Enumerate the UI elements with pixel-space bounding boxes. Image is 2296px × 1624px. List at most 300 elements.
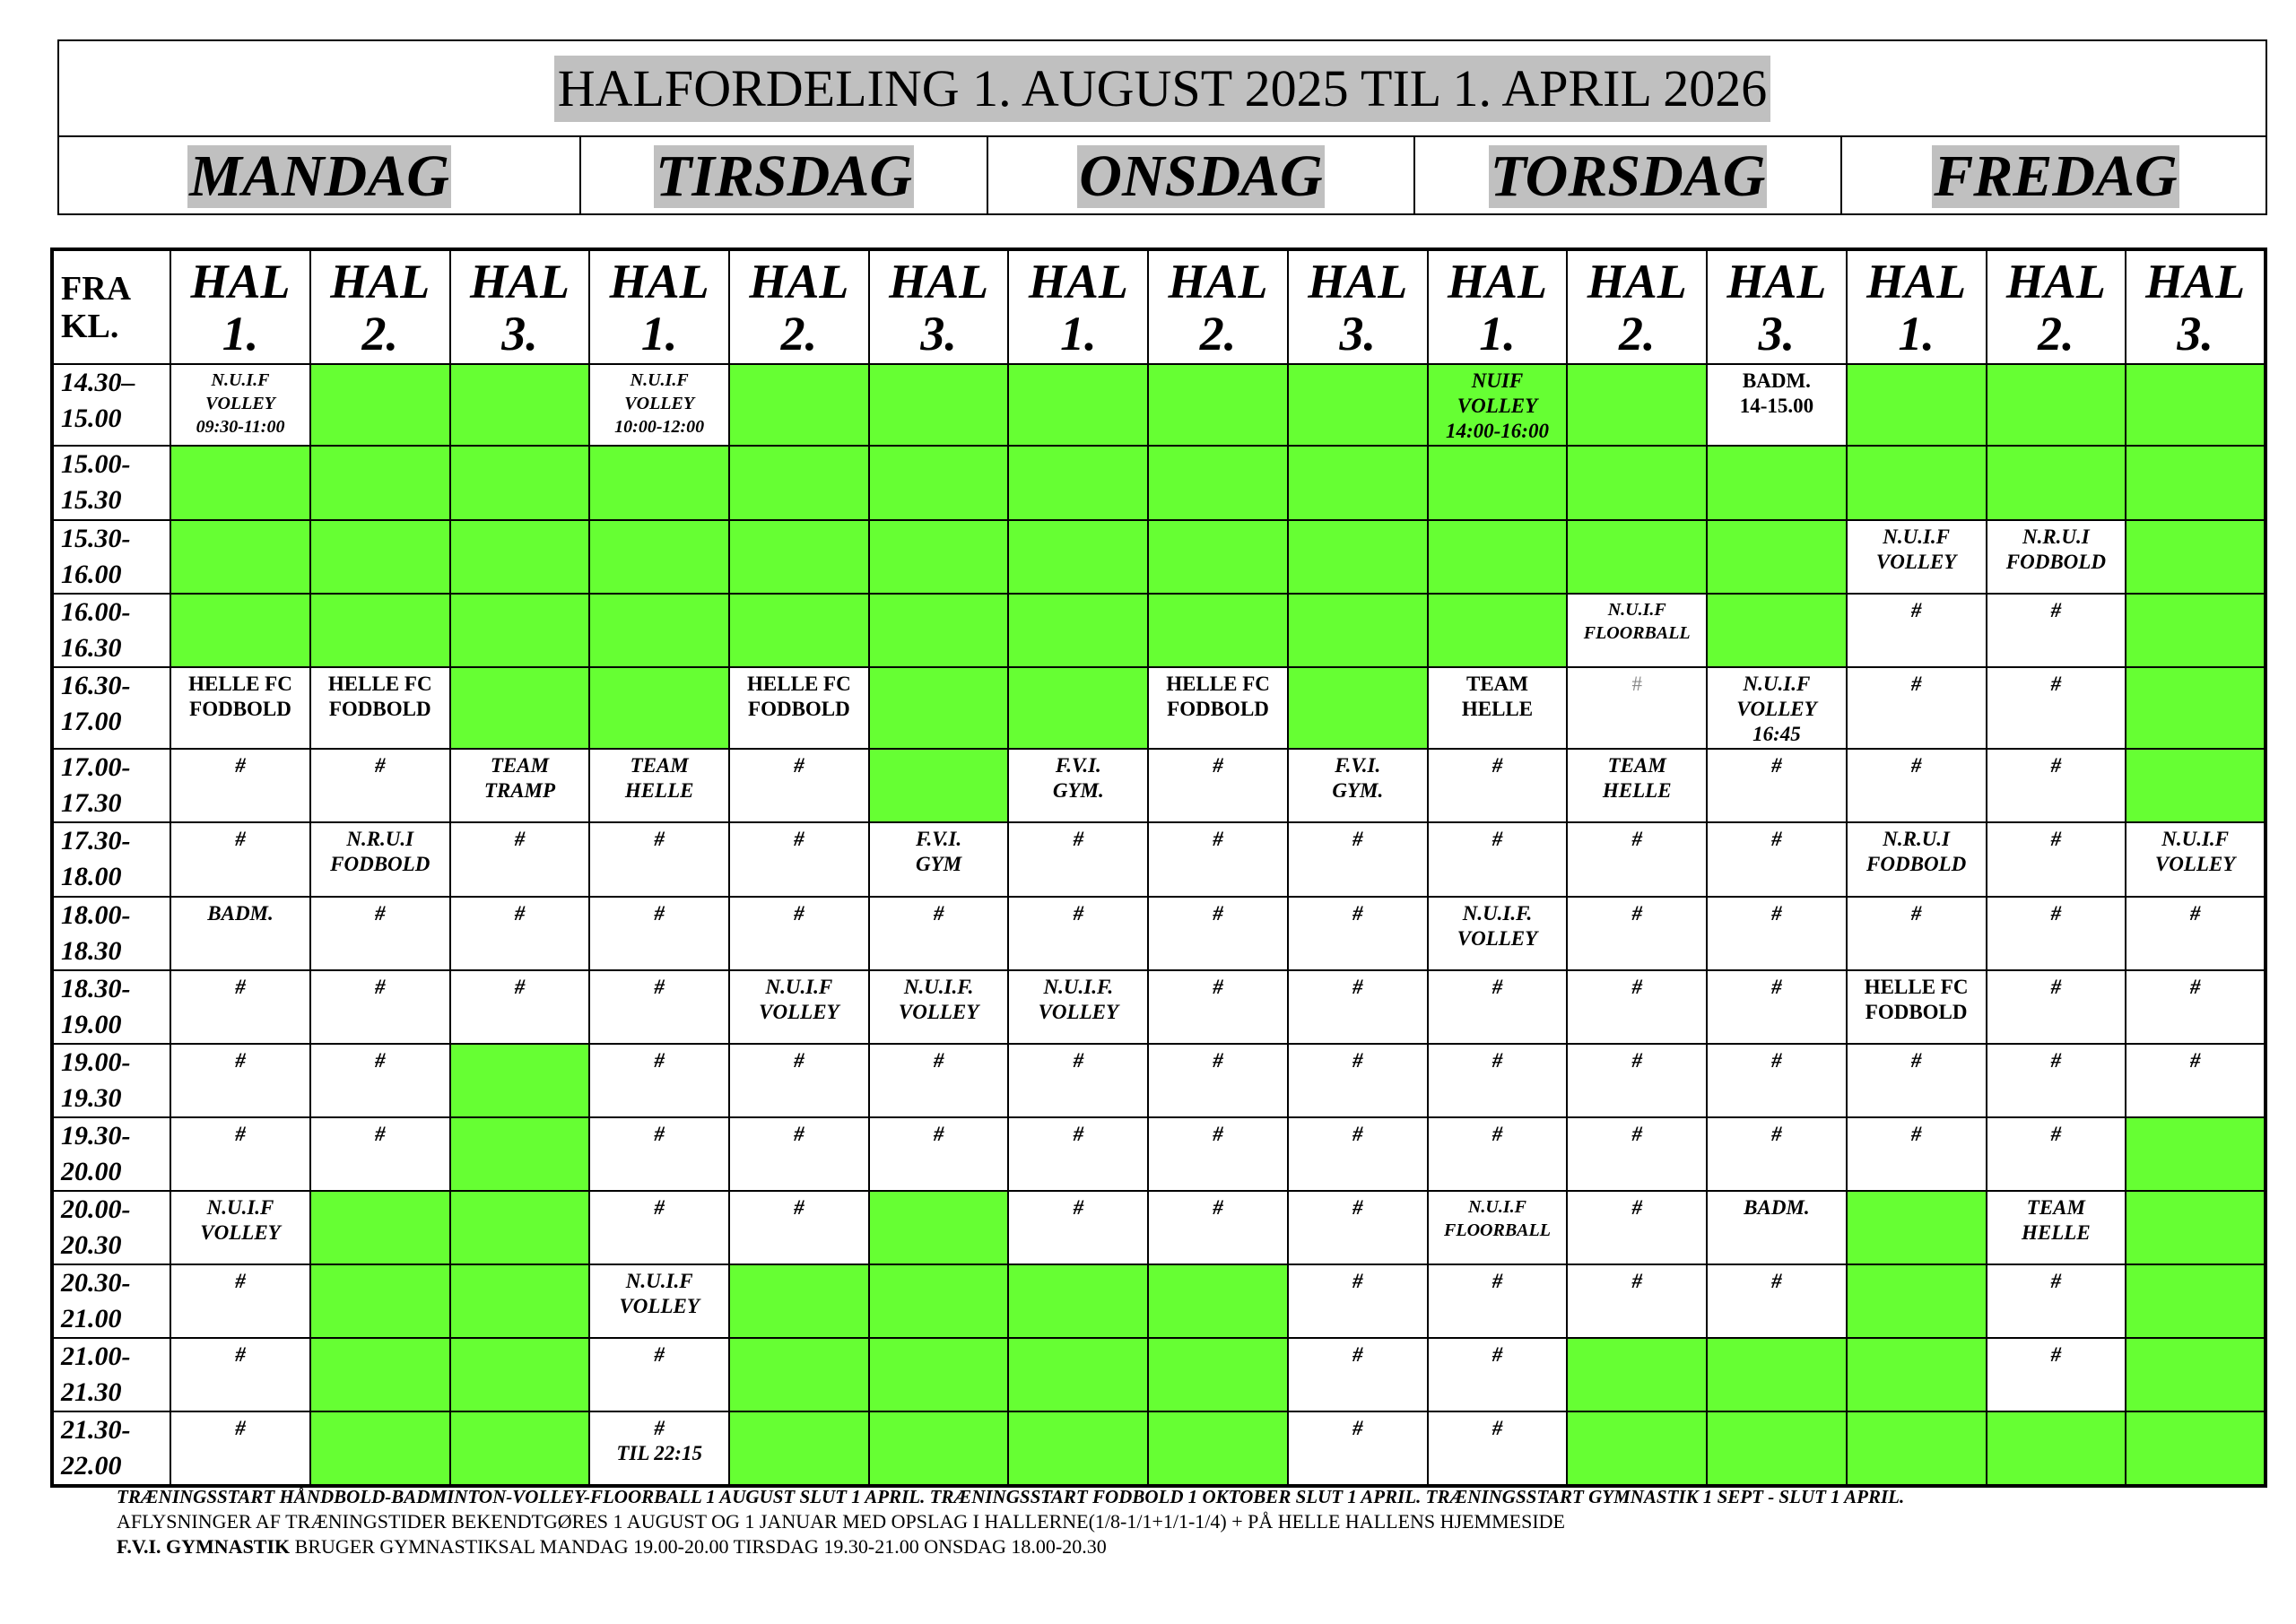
time-slot [52,1191,170,1264]
booking-cell [729,1044,869,1117]
booking-text: TEAM [1465,673,1528,695]
booking-cell [729,667,869,749]
booking-text: FLOORBALL [1444,1220,1551,1240]
hall-column-header [1148,249,1288,364]
hall-column-header [1288,249,1428,364]
booking-text: N.U.I.F [1883,525,1951,548]
table-row [52,594,2266,667]
table-row [52,1338,2266,1411]
booking-text: NUIF [1471,369,1524,392]
table-row [52,897,2266,970]
booking-cell [1847,1117,1987,1191]
booking-text: VOLLEY [1457,395,1538,417]
hall-column-header [2126,249,2266,364]
booking-cell [1987,749,2126,822]
free-slot-cell [729,1338,869,1411]
free-slot-cell [869,520,1009,594]
booking-text: N.U.I.F [1743,673,1811,695]
booking-cell [1987,970,2126,1044]
free-slot-cell [1707,1338,1847,1411]
booking-cell [1008,970,1148,1044]
booking-cell [1987,594,2126,667]
booking-text: # [1910,754,1922,777]
table-row [52,446,2266,520]
free-slot-cell [450,1264,590,1338]
time-slot-text: 15.00- [61,449,131,479]
booking-cell [1428,1411,1568,1486]
booking-cell [869,822,1009,897]
booking-text: # [794,902,804,925]
booking-cell [869,897,1009,970]
free-slot-cell [450,1338,590,1411]
footer-notes [117,1484,2269,1559]
day-label: FREDAG [1934,143,2178,209]
booking-text: FLOORBALL [1583,623,1691,643]
booking-text: # [1910,599,1922,621]
booking-cell [1008,1191,1148,1264]
hall-header-text: HAL [330,254,430,308]
time-slot [52,1264,170,1338]
free-slot-cell [1148,594,1288,667]
hall-header-text: 1. [1060,306,1097,360]
table-row [52,667,2266,749]
booking-text: N.U.I.F [211,370,270,390]
booking-text: # [654,976,665,998]
booking-cell [729,897,869,970]
free-slot-cell [1288,446,1428,520]
booking-cell [1567,749,1707,822]
time-slot [52,1338,170,1411]
table-row [52,970,2266,1044]
day-monday [59,137,581,215]
booking-text: # [933,1049,944,1072]
booking-cell [170,897,310,970]
time-slot [52,446,170,520]
time-header-text: KL. [61,307,119,345]
booking-text: # [654,828,665,850]
booking-text: # [235,828,246,850]
booking-cell [170,1191,310,1264]
booking-cell [1288,897,1428,970]
booking-cell [1428,1264,1568,1338]
booking-cell [589,1338,729,1411]
free-slot-cell [1288,667,1428,749]
booking-text: # [1631,1123,1642,1145]
booking-cell [1008,822,1148,897]
table-row [52,520,2266,594]
free-slot-cell [170,520,310,594]
booking-cell [1707,970,1847,1044]
hall-column-header [869,249,1009,364]
booking-cell [1707,364,1847,446]
table-row [52,749,2266,822]
hall-column-header [1008,249,1148,364]
booking-text: # [2050,1343,2062,1366]
booking-cell [1428,667,1568,749]
booking-cell [729,749,869,822]
booking-text: # [2050,673,2062,695]
booking-cell [1148,822,1288,897]
booking-text: # [374,1123,386,1145]
booking-cell [729,1191,869,1264]
booking-text: HELLE [624,779,694,802]
booking-text: TEAM [630,754,689,777]
booking-cell [589,749,729,822]
booking-cell [1847,970,1987,1044]
booking-cell [1707,822,1847,897]
booking-cell [729,822,869,897]
free-slot-cell [2126,446,2266,520]
booking-cell [310,667,450,749]
booking-text: # [235,1123,246,1145]
time-slot-text: 21.30 [61,1377,122,1407]
free-slot-cell [2126,1264,2266,1338]
booking-text: N.U.I.F. [1462,902,1533,925]
free-slot-cell [2126,1117,2266,1191]
booking-cell [1987,1264,2126,1338]
free-slot-cell [2126,667,2266,749]
booking-text: N.U.I.F [1607,600,1666,620]
free-slot-cell [450,520,590,594]
booking-text: # [235,754,246,777]
booking-cell [1008,1044,1148,1117]
booking-text: # [1213,1123,1223,1145]
booking-text: # [235,1417,246,1439]
time-slot-text: 16.00 [61,560,122,589]
free-slot-cell [1567,364,1707,446]
booking-cell [1987,1338,2126,1411]
time-header-text: FRA [61,269,132,308]
booking-text: # [2050,754,2062,777]
booking-text: # [1073,1049,1084,1072]
hall-header-text: HAL [2005,254,2106,308]
free-slot-cell [450,446,590,520]
booking-text: # [2050,902,2062,925]
booking-text: # [794,754,804,777]
booking-text: # [1073,1196,1084,1219]
booking-cell [1707,1191,1847,1264]
day-wednesday [988,137,1415,215]
booking-text: # [654,1417,665,1439]
hall-header-text: 3. [1339,306,1377,360]
time-slot [52,594,170,667]
booking-cell [589,364,729,446]
booking-text: 09:30-11:00 [196,417,285,437]
free-slot-cell [310,1338,450,1411]
free-slot-cell [2126,1338,2266,1411]
booking-text: # [1213,1196,1223,1219]
hall-header-text: HAL [1168,254,1268,308]
booking-text: # [514,976,526,998]
time-slot-text: 16.30- [61,671,131,700]
free-slot-cell [1148,1264,1288,1338]
booking-text: # [1492,1123,1503,1145]
booking-text: # [374,976,386,998]
booking-text: # [2050,599,2062,621]
booking-text: VOLLEY [200,1221,281,1244]
booking-cell [2126,970,2266,1044]
time-slot-text: 17.00 [61,707,122,736]
booking-text: # [1631,828,1642,850]
free-slot-cell [589,520,729,594]
day-tuesday [581,137,988,215]
free-slot-cell [1987,446,2126,520]
time-slot [52,520,170,594]
free-slot-cell [1148,520,1288,594]
time-slot-text: 21.00- [61,1342,131,1371]
hall-header-text: HAL [1587,254,1687,308]
booking-text: TEAM [490,754,550,777]
free-slot-cell [1847,1411,1987,1486]
footer-training-start: TRÆNINGSSTART HÅNDBOLD-BADMINTON-VOLLEY-FLOORBALL 1 AUGUST SLUT 1 APRIL. TRÆNINGSSTART FODBOLD 1 OKTOBER SLUT 1 APRIL. TRÆNINGSSTART GYMNASTIK 1 SEPT - SLUT 1 APRIL. [117,1486,1905,1507]
booking-text: N.U.I.F [630,370,689,390]
booking-text: HELLE [1461,698,1534,720]
free-slot-cell [1008,667,1148,749]
day-label: ONSDAG [1079,143,1323,209]
booking-cell [170,1411,310,1486]
booking-text: # [1771,754,1782,777]
table-row [52,364,2266,446]
booking-text: BADM. [1744,1196,1810,1219]
free-slot-cell [1847,446,1987,520]
booking-cell [1847,1044,1987,1117]
time-slot [52,822,170,897]
free-slot-cell [310,1191,450,1264]
booking-text: N.U.I.F [765,976,833,998]
time-slot [52,1044,170,1117]
time-slot-text: 18.00- [61,900,131,930]
booking-text: # [1771,976,1782,998]
booking-cell [1428,749,1568,822]
booking-text: BADM. [207,902,274,925]
time-slot-text: 16.00- [61,597,131,627]
free-slot-cell [450,364,590,446]
free-slot-cell [450,1044,590,1117]
free-slot-cell [450,1411,590,1486]
free-slot-cell [1288,594,1428,667]
free-slot-cell [869,1191,1009,1264]
booking-text: # [1910,1123,1922,1145]
hall-header-text: 3. [1758,306,1796,360]
free-slot-cell [1567,1411,1707,1486]
booking-text: FODBOLD [2005,551,2106,573]
booking-text: TEAM [2026,1196,2085,1219]
booking-text: GYM. [1052,779,1104,802]
hall-column-header [450,249,590,364]
booking-text: # [933,902,944,925]
table-row [52,822,2266,897]
booking-text: # [933,1123,944,1145]
booking-cell [1428,1191,1568,1264]
free-slot-cell [1148,1411,1288,1486]
booking-text: # [2050,828,2062,850]
booking-text: # [1492,1049,1503,1072]
time-slot [52,749,170,822]
booking-text: # [1213,1049,1223,1072]
booking-text: # [1771,828,1782,850]
booking-text: # [514,828,526,850]
free-slot-cell [1008,364,1148,446]
booking-text: # [654,1123,665,1145]
booking-cell [1288,749,1428,822]
booking-cell [1707,1044,1847,1117]
time-slot-text: 20.00- [61,1194,131,1224]
booking-text: VOLLEY [759,1001,839,1023]
booking-text: # [1352,1343,1363,1366]
booking-text: BADM. [1742,369,1811,392]
booking-cell [310,970,450,1044]
booking-text: 14-15.00 [1739,395,1814,417]
booking-text: # [514,902,526,925]
booking-text: # [1492,1417,1503,1439]
booking-text: HELLE [2022,1221,2091,1244]
booking-text: N.U.I.F. [1043,976,1114,998]
booking-text: # [235,1270,246,1292]
booking-cell [1567,1191,1707,1264]
booking-cell [1428,970,1568,1044]
booking-text: # [1631,1049,1642,1072]
time-slot-text: 17.30 [61,788,122,818]
booking-text: # [1492,976,1503,998]
free-slot-cell [1148,446,1288,520]
booking-text: # [654,902,665,925]
booking-text: F.V.I. [916,828,962,850]
booking-cell [1288,1338,1428,1411]
booking-cell [1428,897,1568,970]
booking-text: # [1073,828,1084,850]
booking-text: # [1352,1196,1363,1219]
booking-text: VOLLEY [624,394,695,413]
free-slot-cell [1148,1338,1288,1411]
booking-cell [1847,520,1987,594]
booking-cell [170,1264,310,1338]
hall-header-text: HAL [749,254,849,308]
free-slot-cell [729,520,869,594]
booking-cell [1288,1191,1428,1264]
hall-header-text: HAL [1726,254,1827,308]
hall-column-header [1847,249,1987,364]
hall-column-header [170,249,310,364]
day-label: MANDAG [189,143,449,209]
free-slot-cell [1847,364,1987,446]
hall-column-header [310,249,450,364]
hall-header-text: 1. [1898,306,1935,360]
time-slot-text: 14.30– [61,368,135,397]
booking-cell [170,749,310,822]
free-slot-cell [310,446,450,520]
booking-text: # [2189,902,2201,925]
title-row [59,41,2266,137]
booking-text: # [654,1343,665,1366]
time-slot-text: 15.30- [61,524,131,553]
booking-cell [1288,1264,1428,1338]
table-row [52,1264,2266,1338]
time-slot [52,364,170,446]
free-slot-cell [729,1264,869,1338]
hall-header-text: 3. [2177,306,2213,360]
free-slot-cell [589,594,729,667]
booking-cell [1428,1338,1568,1411]
hall-column-header [1987,249,2126,364]
booking-cell [729,970,869,1044]
page-title: HALFORDELING 1. AUGUST 2025 TIL 1. APRIL 2026 [554,56,1771,122]
booking-text: # [654,1049,665,1072]
booking-cell [1567,897,1707,970]
booking-cell [310,749,450,822]
time-slot [52,667,170,749]
booking-cell [1847,897,1987,970]
hall-header-text: HAL [1447,254,1547,308]
free-slot-cell [1008,520,1148,594]
free-slot-cell [1008,594,1148,667]
free-slot-cell [450,1191,590,1264]
booking-text: GYM. [1332,779,1384,802]
booking-cell [450,897,590,970]
booking-cell [170,822,310,897]
booking-text: # [1213,828,1223,850]
hall-header-text: HAL [889,254,989,308]
free-slot-cell [1008,1264,1148,1338]
booking-cell [1148,1044,1288,1117]
hall-column-header [729,249,869,364]
hall-header-text: 2. [780,306,818,360]
booking-text: # [235,976,246,998]
booking-text: # [2189,1049,2201,1072]
booking-text: F.V.I. [1055,754,1101,777]
booking-cell [170,364,310,446]
booking-cell [170,970,310,1044]
booking-cell [1008,1117,1148,1191]
booking-text: TRAMP [483,779,556,802]
free-slot-cell [310,1264,450,1338]
hall-column-header [1707,249,1847,364]
booking-cell [2126,822,2266,897]
booking-cell [1987,1191,2126,1264]
booking-text: # [654,1196,665,1219]
booking-cell [1847,749,1987,822]
time-slot [52,897,170,970]
booking-cell [589,1044,729,1117]
hall-header-text: HAL [1028,254,1128,308]
table-header-row [52,249,2266,364]
booking-cell [310,1117,450,1191]
booking-text: FODBOLD [189,698,291,720]
time-slot-text: 19.00- [61,1047,131,1077]
booking-cell [310,897,450,970]
booking-text: # [374,1049,386,1072]
booking-text: # [1771,1123,1782,1145]
time-slot-text: 19.30- [61,1121,131,1151]
time-slot-text: 16.30 [61,633,122,663]
hall-header-text: 3. [920,306,957,360]
time-slot-text: 22.00 [61,1451,122,1481]
time-slot-text: 15.30 [61,485,122,515]
booking-cell [589,1191,729,1264]
hall-column-header [589,249,729,364]
booking-cell [1567,594,1707,667]
booking-text: TIL 22:15 [616,1442,702,1464]
free-slot-cell [869,364,1009,446]
booking-cell [450,822,590,897]
time-slot [52,1411,170,1486]
booking-text: # [794,1196,804,1219]
booking-text: VOLLEY [898,1001,979,1023]
hall-schedule-table [50,248,2267,1488]
booking-text: # [794,1123,804,1145]
free-slot-cell [1288,364,1428,446]
table-row [52,1411,2266,1486]
booking-text: # [235,1049,246,1072]
